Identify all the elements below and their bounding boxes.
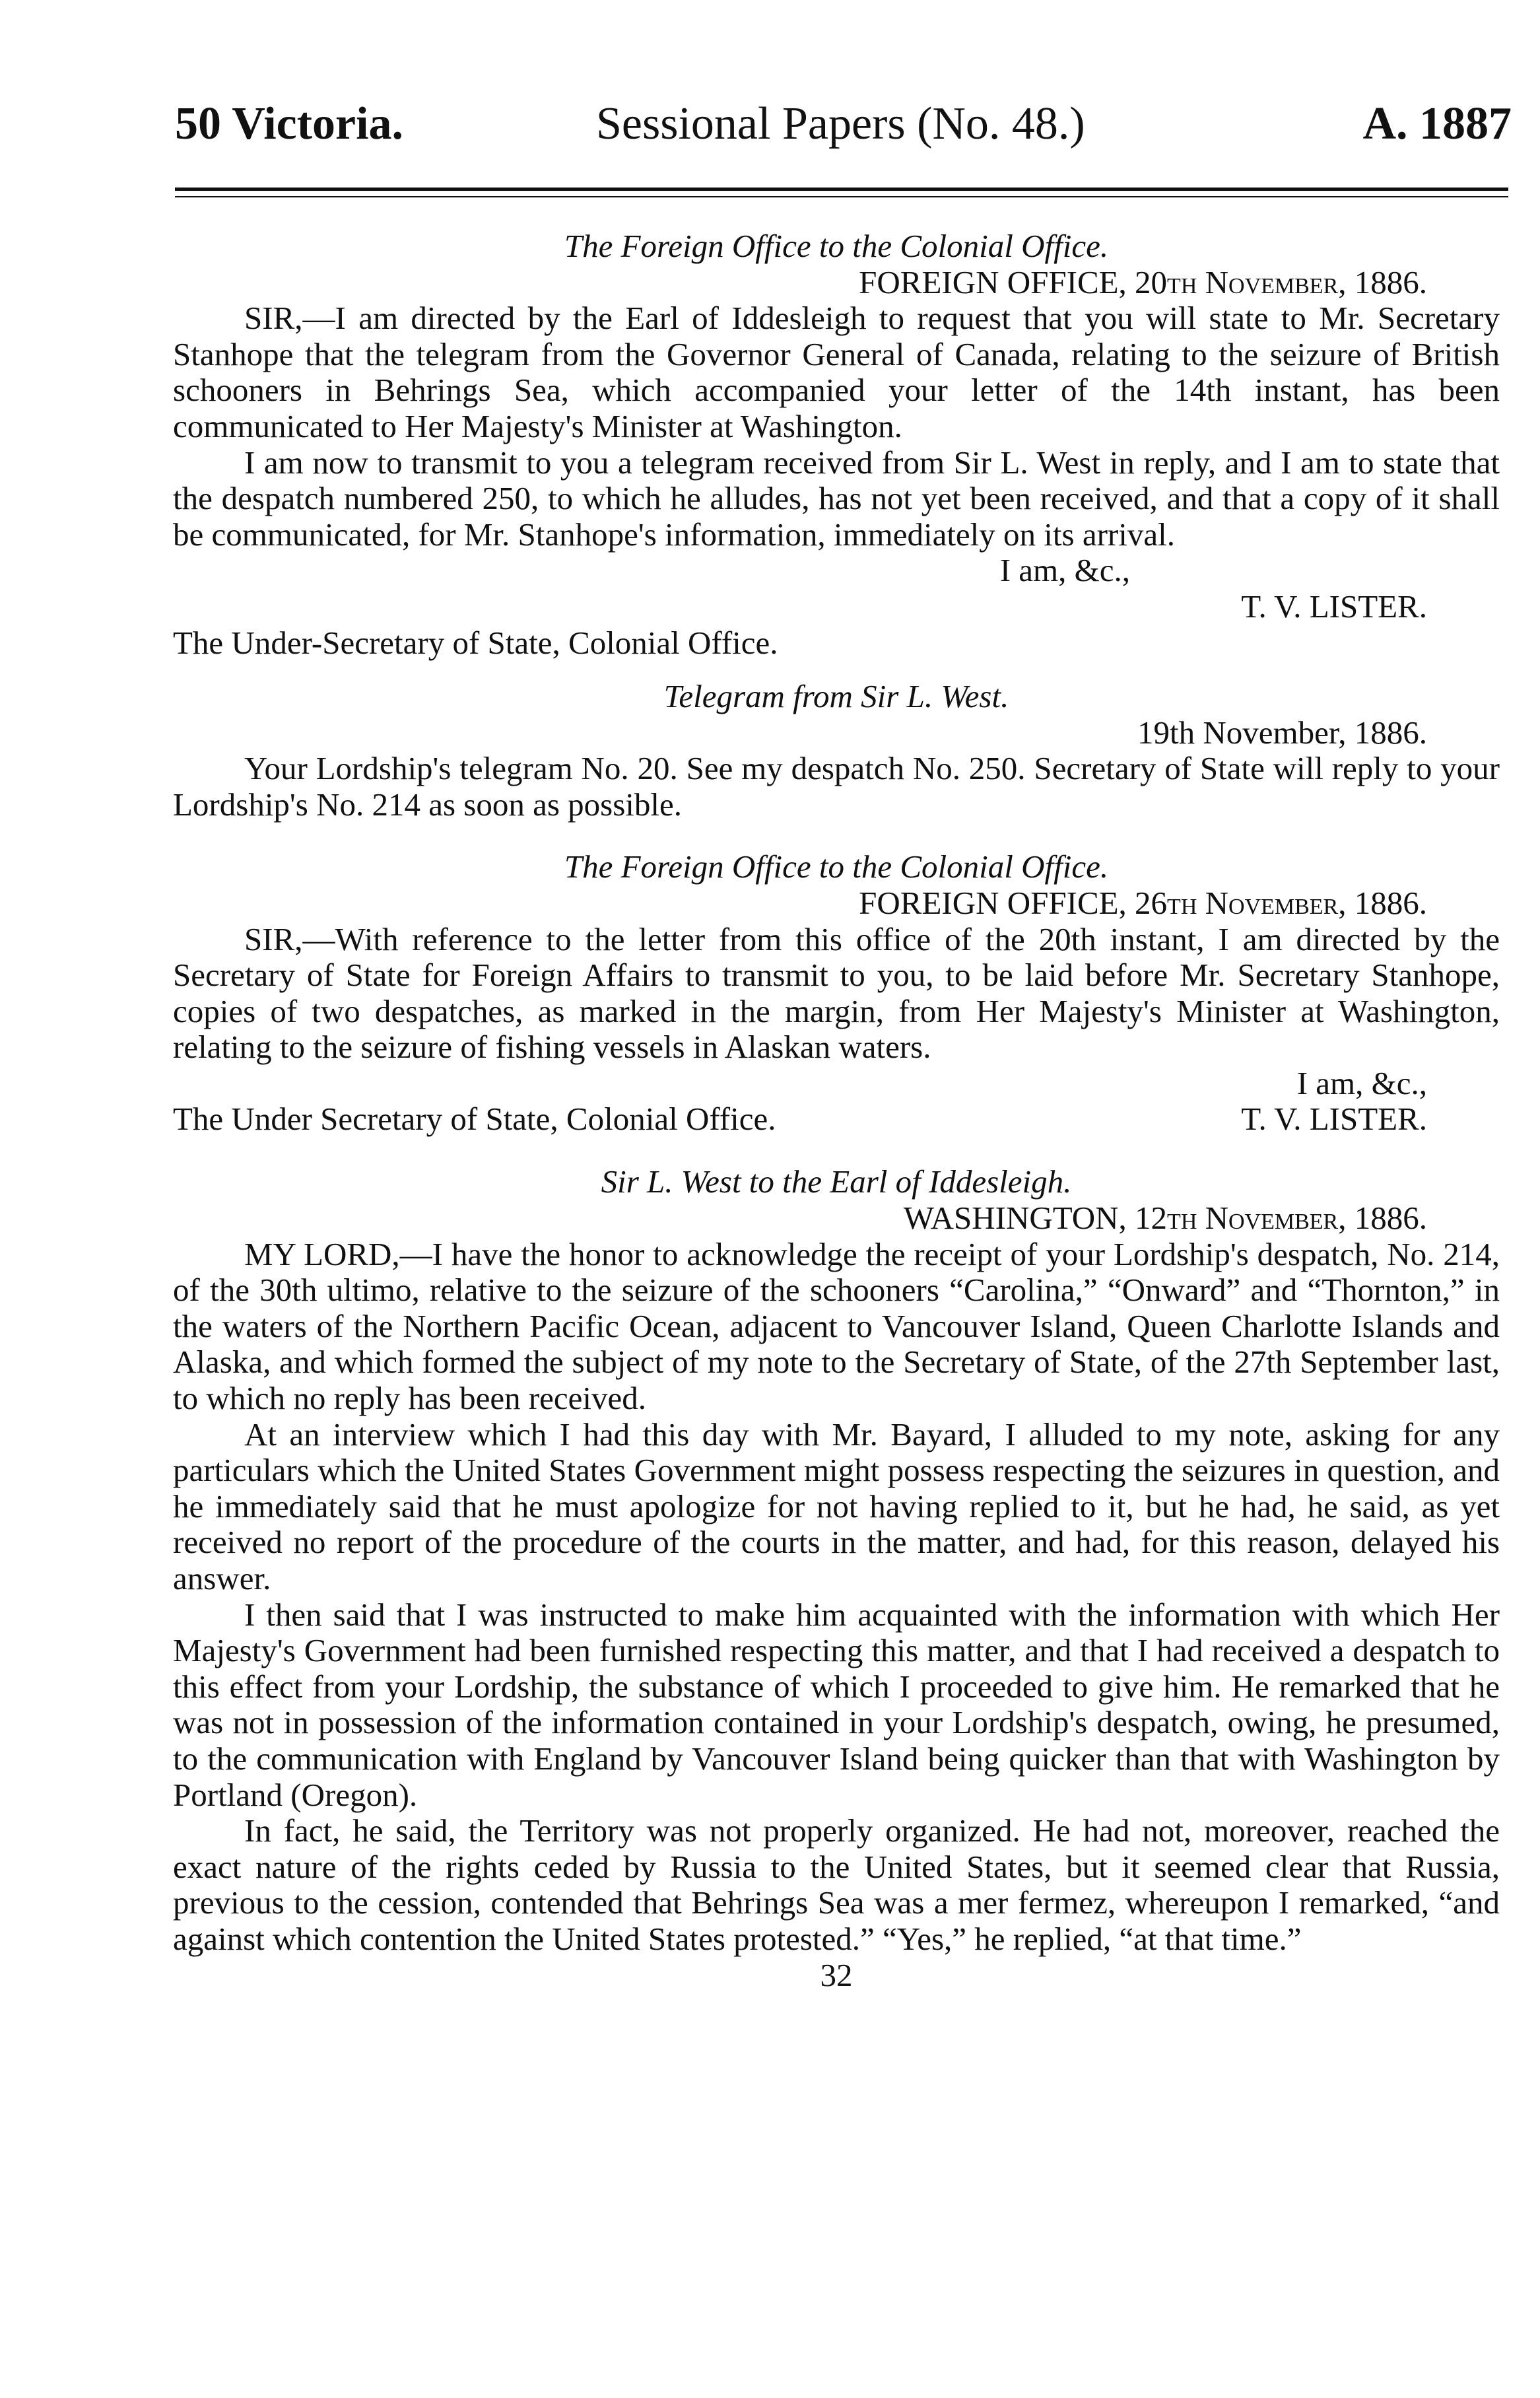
telegram-heading: Telegram from Sir L. West. bbox=[663, 677, 1009, 714]
letter-addressee: The Under Secretary of State, Colonial Office. bbox=[173, 1101, 776, 1138]
letter-foreign-office-26nov bbox=[173, 849, 1500, 1138]
telegram-dateline: 19th November, 1886. bbox=[1137, 714, 1427, 751]
signature-row bbox=[173, 1101, 1500, 1138]
header-session: 50 Victoria. bbox=[175, 98, 404, 149]
header-year: A. 1887 bbox=[1362, 98, 1512, 149]
letter-paragraph: I am now to transmit to you a telegram received from Sir L. West in reply, and I am to state that the despatch numbered 250, to which he alludes, has not yet been received, and that a copy of it shall be communicated, for Mr. Stanhope's information, immediately on its arrival. bbox=[173, 444, 1500, 553]
letter-signature: T. V. LISTER. bbox=[1241, 1101, 1427, 1138]
letter-dateline: WASHINGTON, 12th November, 1886. bbox=[903, 1200, 1427, 1237]
letter-foreign-office-20nov bbox=[173, 228, 1500, 662]
header-rule-thin bbox=[175, 196, 1508, 197]
letter-paragraph: MY LORD,—I have the honor to acknowledge the receipt of your Lordship's despatch, No. 214, of the 30th ultimo, relative to the seizure of the schooners “Carolina,” “Onward” and “Thornton,” in the waters of the Northern Pacific Ocean, adjacent to Vancouver Island, Queen Charlotte Islands and Alaska, and which formed the subject of my note to the Secretary of State, of the 27th September last, to which no reply has been received. bbox=[173, 1235, 1500, 1417]
letter-paragraph: In fact, he said, the Territory was not properly organized. He had not, moreover, reached the exact nature of the rights ceded by Russia to the United States, but it seemed clear that Russia, previous to the cession, contended that Behrings Sea was a mer fermez, whereupon I remarked, “and against which contention the United States protested.” “Yes,” he replied, “at that time.” bbox=[173, 1812, 1500, 1957]
telegram-sir-l-west bbox=[173, 679, 1500, 823]
letter-signature: T. V. LISTER. bbox=[1241, 588, 1427, 625]
addressee-row bbox=[173, 625, 1500, 662]
letter-heading: The Foreign Office to the Colonial Office. bbox=[564, 228, 1109, 264]
page-body bbox=[173, 224, 1500, 1993]
telegram-paragraph: Your Lordship's telegram No. 20. See my despatch No. 250. Secretary of State will reply to your Lordship's No. 214 as soon as possible. bbox=[173, 750, 1500, 823]
signature-row bbox=[173, 589, 1500, 625]
letter-dateline: FOREIGN OFFICE, 26th November, 1886. bbox=[859, 884, 1427, 921]
page-header bbox=[175, 98, 1512, 170]
letter-addressee: The Under-Secretary of State, Colonial Office. bbox=[173, 624, 778, 661]
letter-paragraph: At an interview which I had this day with Mr. Bayard, I alluded to my note, asking for any particulars which the United States Government might possess respecting the seizures in question, and he immediately said that he must apologize for not having replied to it, but he had, he said, as yet received no report of the procedure of the courts in the matter, and had, for this reason, delayed his answer. bbox=[173, 1416, 1500, 1596]
letter-paragraph: SIR,—With reference to the letter from this office of the 20th instant, I am directed by the Secretary of State for Foreign Affairs to transmit to you, to be laid before Mr. Secretary Stanhope, copies of two despatches, as marked in the margin, from Her Majesty's Minister at Washington, relating to the seizure of fishing vessels in Alaskan waters. bbox=[173, 920, 1500, 1066]
letter-closing: I am, &c., bbox=[1296, 1064, 1427, 1101]
header-rule-thick bbox=[175, 188, 1508, 191]
header-title: Sessional Papers (No. 48.) bbox=[596, 98, 1085, 149]
letter-closing: I am, &c., bbox=[999, 552, 1130, 589]
letter-west-to-iddesleigh bbox=[173, 1164, 1500, 1957]
letter-paragraph: SIR,—I am directed by the Earl of Iddesleigh to request that you will state to Mr. Secretary Stanhope that the telegram from the Governor General of Canada, relating to the seizure of British schooners in Behrings Sea, which accompanied your letter of the 14th instant, has been communicated to Her Majesty's Minister at Washington. bbox=[173, 300, 1500, 444]
letter-paragraph: I then said that I was instructed to make him acquainted with the information with which Her Majesty's Government had been furnished respecting this matter, and that I had received a despatch to this effect from your Lordship, the substance of which I proceeded to give him. He remarked that he was not in possession of the information contained in your Lordship's despatch, owing, he presumed, to the communication with England by Vancouver Island being quicker than that with Washington by Portland (Oregon). bbox=[173, 1596, 1500, 1813]
page-number: 32 bbox=[820, 1956, 853, 1993]
letter-heading: Sir L. West to the Earl of Iddesleigh. bbox=[601, 1163, 1072, 1200]
letter-dateline: FOREIGN OFFICE, 20th November, 1886. bbox=[859, 263, 1427, 300]
letter-heading: The Foreign Office to the Colonial Office. bbox=[564, 848, 1109, 885]
